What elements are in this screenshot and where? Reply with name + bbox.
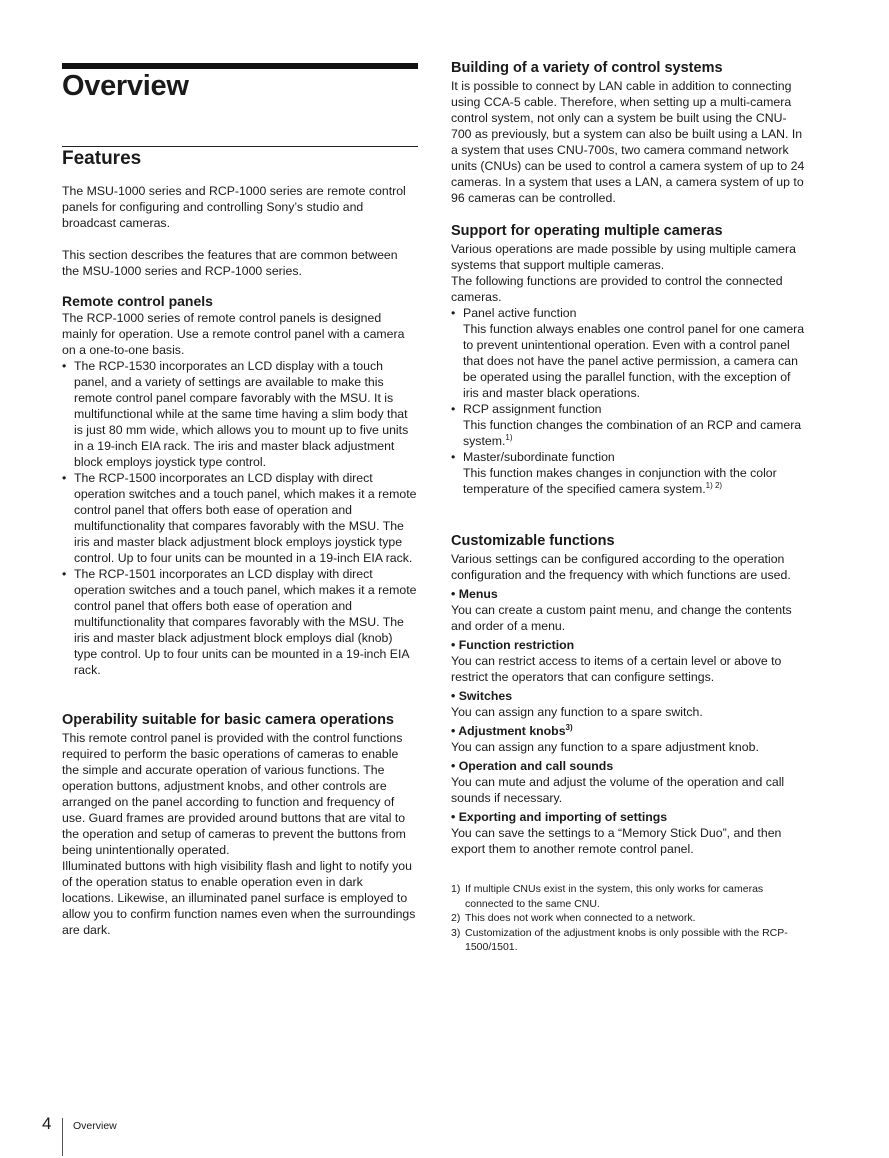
- custom-section: [451, 532, 811, 857]
- footnotes: [451, 882, 811, 955]
- footnote: 3) Customization of the adjustment knobs is only possible with the RCP-1500/1501.: [451, 926, 788, 953]
- building-section: [451, 59, 807, 206]
- custom-item-name: • Menus: [451, 586, 811, 602]
- custom-item-desc: You can create a custom paint menu, and change the contents and order of a menu.: [451, 603, 792, 633]
- building-heading: Building of a variety of control systems: [451, 60, 723, 76]
- operability-body-1: This remote control panel is provided with the control functions required to perform the basic operations of cameras to enable the simple and accurate operation of various functions. The operation buttons, adjustment knobs, and other controls are arranged on the panel according to function and frequency of use. Guard frames are provided around buttons that are vital to the operation and setup of cameras to prevent the buttons from being unintentionally operated.: [62, 731, 406, 857]
- custom-item-name: • Adjustment knobs$^{3)}$: [451, 723, 811, 739]
- custom-body: Various settings can be configured according to the operation configuration and the frequency with which functions are used.: [451, 552, 791, 582]
- footnote: 2) This does not work when connected to a network.: [451, 912, 696, 924]
- features-rule: [62, 146, 418, 147]
- list-item: [451, 449, 807, 497]
- item-desc: This function changes the combination of an RCP and camera system.$^{1)}$: [463, 418, 802, 448]
- page-number: 4: [42, 1114, 52, 1133]
- item-name: • Panel active function: [463, 306, 577, 320]
- custom-item-name: • Function restriction: [451, 637, 811, 653]
- remote-body: The RCP-1000 series of remote control panels is designed mainly for operation. Use a remote control panel with a camera on a one-to-one basis.: [62, 311, 405, 357]
- remote-heading: Remote control panels: [62, 293, 213, 309]
- item-desc: This function always enables one control panel for one camera to prevent unintentional operation. Even with a control panel that does not have the panel active permission, a camera can be operated using the parallel function, with the exception of iris and master black operations.: [463, 322, 805, 400]
- footnote-ref: 1): [505, 432, 513, 442]
- footer-section-label: Overview: [73, 1120, 117, 1132]
- features-heading: Features: [62, 148, 142, 169]
- multiple-body-1: Various operations are made possible by using multiple camera systems that support multiple cameras.: [451, 242, 796, 272]
- list-item: • The RCP-1501 incorporates an LCD display with direct operation switches and a touch panel, which makes it a remote control panel that offers both ease of operation and multifunctionality that compares favorably with the MSU. The iris and master black adjustment block employs dial (knob) type control. Up to four units can be mounted in a 19-inch EIA rack.: [62, 566, 418, 678]
- features-intro-1: The MSU-1000 series and RCP-1000 series are remote control panels for configuring and controlling Sony’s studio and broadcast cameras.: [62, 184, 406, 230]
- footer-divider: [62, 1118, 63, 1156]
- custom-heading: Customizable functions: [451, 533, 615, 549]
- multiple-body-2: The following functions are provided to control the connected cameras.: [451, 274, 783, 304]
- remote-bullets: [62, 358, 418, 678]
- multiple-section: [451, 222, 807, 497]
- custom-item-desc: You can assign any function to a spare switch.: [451, 705, 703, 719]
- list-item: [451, 401, 807, 449]
- footnote-ref: 1) 2): [705, 480, 723, 490]
- footnote-ref: 3): [565, 722, 573, 732]
- remote-section: [62, 292, 418, 678]
- operability-heading: Operability suitable for basic camera operations: [62, 712, 394, 728]
- item-name: • Master/subordinate function: [463, 450, 615, 464]
- list-item: • The RCP-1500 incorporates an LCD display with direct operation switches and a touch panel, which makes it a remote control panel that offers both ease of operation and multifunctionality that compares favorably with the MSU. The iris and master black adjustment block employs joystick type control. Up to four units can be mounted in a 19-inch EIA rack.: [62, 470, 418, 566]
- list-item: [451, 305, 807, 401]
- footnote: 1) If multiple CNUs exist in the system, this only works for cameras connected to the same CNU.: [451, 883, 764, 910]
- custom-item-desc: You can save the settings to a “Memory Stick Duo”, and then export them to another remote control panel.: [451, 826, 782, 856]
- list-item: • The RCP-1530 incorporates an LCD display with a touch panel, and a variety of settings are available to make this remote control panel compare favorably with the MSU. It is multifunctional while at the same time having a slim body that is just 80 mm wide, which allows you to mount up to five units in a 19-inch EIA rack. The iris and master black adjustment block employs joystick type control.: [62, 358, 418, 470]
- item-name: • RCP assignment function: [463, 402, 602, 416]
- multiple-items: [451, 305, 807, 497]
- custom-item-name: • Switches: [451, 688, 811, 704]
- custom-item-desc: You can mute and adjust the volume of the operation and call sounds if necessary.: [451, 775, 785, 805]
- page-title: Overview: [62, 70, 189, 102]
- multiple-heading: Support for operating multiple cameras: [451, 223, 723, 239]
- operability-section: [62, 711, 418, 938]
- item-desc: This function makes changes in conjunction with the color temperature of the specified camera system.$^{1) 2)}$: [463, 466, 777, 496]
- building-body: It is possible to connect by LAN cable in addition to connecting using CCA-5 cable. Therefore, when setting up a multi-camera control system, not only can a system be built using the CNU-700 as previously, but a system can also be built using a LAN. In a system that uses CNU-700s, two camera command network units (CNUs) can be used to control a camera system of up to 24 cameras. In a system that uses a LAN, a camera system of up to 96 cameras can be controlled.: [451, 79, 805, 205]
- custom-item-desc: You can restrict access to items of a certain level or above to restrict the operators that can configure settings.: [451, 654, 782, 684]
- custom-item-name: • Operation and call sounds: [451, 758, 811, 774]
- operability-body-2: Illuminated buttons with high visibility flash and light to notify you of the operation status to enable operation even in dark locations. Likewise, an illuminated panel surface is employed to allow you to confirm function names even when the surroundings are dark.: [62, 859, 416, 937]
- custom-item-desc: You can assign any function to a spare adjustment knob.: [451, 740, 759, 754]
- features-section: [62, 183, 418, 279]
- features-intro-2: This section describes the features that are common between the MSU-1000 series and RCP-1000 series.: [62, 248, 398, 278]
- custom-item-name: • Exporting and importing of settings: [451, 809, 811, 825]
- title-rule: [62, 63, 418, 69]
